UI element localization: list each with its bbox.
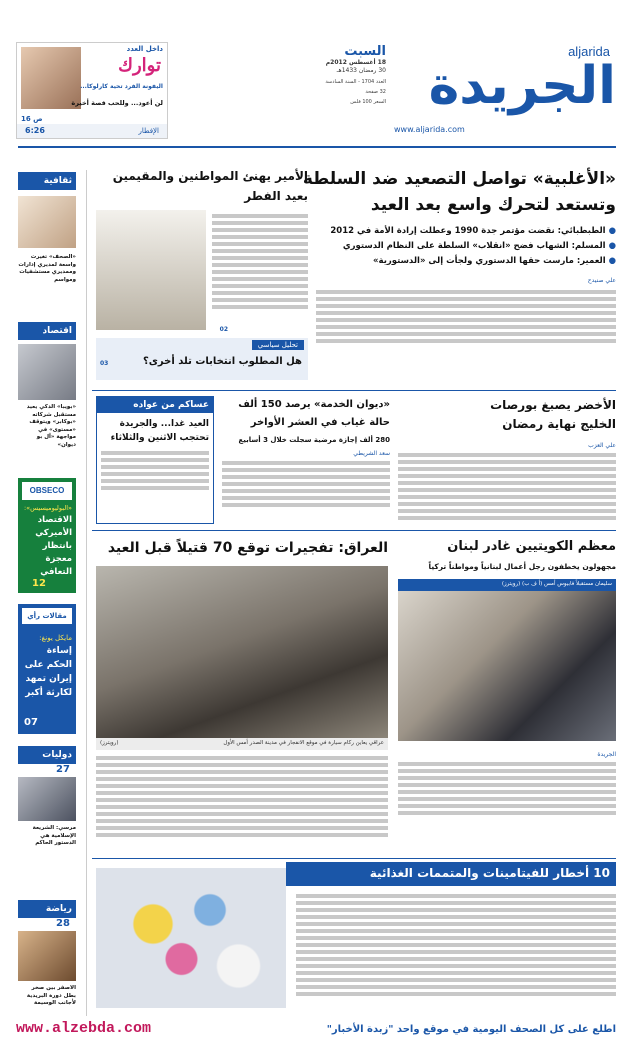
promo-page: ص 16 [21, 115, 43, 123]
kuwaitis-headline: معظم الكويتيين غادر لبنان [447, 539, 616, 554]
stocks-headline-1: الأخضر يصبغ بورصات [490, 398, 616, 412]
kuwaitis-photo [398, 591, 616, 741]
website[interactable]: www.aljarida.com [394, 125, 465, 134]
emir-headline-2: بعيد الفطر [244, 189, 308, 203]
footer-site[interactable]: www.alzebda.com [16, 1020, 152, 1037]
iraq-caption: عراقي يعاين ركام سيارة في موقع الانفجار في مدينة الصدر أمس الأول [223, 740, 384, 746]
emir-page-ref: 02 [219, 326, 228, 333]
lead-bullet-2: ● المسلم: الشهاب فضح «انقلاب» السلطة على النظام الدستوري [342, 241, 616, 251]
lead-bullet-3: ● العمير: مارست حقها الدستوري ولجأت إلى «الدستورية» [373, 256, 616, 266]
kuwaitis-photo-caption: سليمان مستقبلاً فابيوس أمس (أ ف ب) (رويترز) [501, 581, 612, 587]
eid-line-1: العيد غدا... والجريدة [119, 419, 209, 429]
sidebar-economy-head: اقتصاد [18, 322, 76, 340]
date-hijri: 30 رمضان 1433هـ [336, 67, 386, 74]
sidebar-divider [86, 170, 87, 1025]
vitamins-body-text [296, 894, 616, 999]
page-count: 32 صفحة [365, 89, 386, 95]
masthead [16, 42, 616, 142]
opec-title: «البوليوميسيس»: [23, 504, 72, 512]
sports-photo [18, 931, 76, 981]
international-text: مرسي: الشريعة الإسلامية هي الدستور الحاكم [32, 825, 76, 846]
logo[interactable] [394, 42, 616, 138]
kuwaitis-body-text [398, 762, 616, 815]
logo-ar: الجريدة [428, 56, 616, 116]
lead-headline-1: «الأغلبية» تواصل التصعيد ضد السلطة [302, 169, 616, 189]
sidebar-sports[interactable] [18, 900, 76, 1020]
sidebar-economy[interactable] [18, 322, 76, 452]
sports-text: الأصفر بين صخر بطل دورة البريدية لأجانب الوسيمة [26, 985, 76, 1006]
kuwaitis-byline: الجريدة [597, 751, 616, 758]
international-page: 27 [56, 764, 70, 775]
diwan-byline: سعد الشريطي [353, 450, 390, 457]
analysis-box[interactable] [96, 338, 308, 380]
lead-bullets [316, 224, 616, 269]
date-block [316, 44, 386, 136]
sports-page: 28 [56, 918, 70, 929]
culture-photo [18, 196, 76, 248]
iraq-body-text [96, 756, 388, 837]
lead-story[interactable] [302, 166, 616, 386]
kuwaitis-photo-caption-bar [398, 579, 616, 591]
iraq-headline: العراق: تفجيرات توقع 70 قتيلاً قبل العيد [107, 540, 388, 556]
row3-rule [92, 858, 616, 859]
emir-headline-1: الأمير يهنئ المواطنين والمقيمين [112, 169, 308, 183]
opinion-text: إساءة الحكم على إيران تمهد لكارثة أكبر [24, 646, 72, 698]
diwan-headline-2: حالة غياب في العشر الأواخر [250, 417, 390, 428]
iftar-bar [17, 124, 167, 138]
eid-line-2: تحتجب الاثنين والثلاثاء [110, 433, 209, 443]
emir-story[interactable] [96, 166, 308, 380]
vitamins-story[interactable] [96, 862, 616, 1012]
promo-line2: لن أعود... وللحب قصة أخيرة [71, 99, 163, 107]
opec-logo: OBSECO [22, 482, 72, 500]
logo-en: aljarida [568, 44, 610, 59]
promo-line1: اليفونة الفرد تحية كارلوكا... [80, 83, 163, 90]
diwan-subhead: 280 ألف إجازة مرضية سجلت خلال 3 أسابيع [238, 436, 390, 444]
iftar-label: الإفطار [138, 127, 159, 135]
footer-bar [0, 1016, 632, 1047]
diwan-story[interactable] [222, 396, 390, 524]
vitamins-headline: 10 أخطار للفيتامينات والمتممات الغذائية [369, 866, 610, 880]
analysis-title: هل المطلوب انتخابات تلد أخرى؟ [142, 356, 302, 367]
date-day: السبت [344, 44, 386, 59]
analysis-page-ref: 03 [100, 360, 109, 367]
emir-body-text [212, 214, 308, 312]
sidebar-international[interactable] [18, 746, 76, 866]
sidebar-sports-head: رياضة [18, 900, 76, 918]
kuwaitis-story[interactable] [398, 536, 616, 856]
lead-body-text [316, 290, 616, 343]
opec-page: 12 [32, 578, 46, 589]
opec-text: الاقتصاد الأميركي بانتظار معجزة التعافي [35, 515, 72, 577]
opinion-author: مايكل يونغ: [39, 634, 72, 642]
stocks-headline-2: الخليج نهاية رمضان [502, 417, 616, 431]
stocks-byline: علي العزب [588, 442, 616, 449]
diwan-headline-1: «ديوان الخدمة» يرصد 150 ألف [238, 399, 390, 410]
masthead-rule [18, 146, 616, 148]
iraq-photo [96, 566, 388, 738]
diwan-body-text [222, 461, 390, 507]
sidebar-international-head: دوليات [18, 746, 76, 764]
promo-box[interactable] [16, 42, 168, 139]
sidebar-culture-head: ثقافية [18, 172, 76, 190]
eid-box[interactable] [96, 396, 214, 524]
iftar-time: 6:26 [25, 126, 45, 135]
sidebar-culture[interactable] [18, 172, 76, 312]
economy-photo [18, 344, 76, 400]
date-gregorian: 18 أغسطس 2012م [325, 59, 386, 66]
iraq-credit: (رويترز) [100, 740, 119, 746]
international-photo [18, 777, 76, 821]
analysis-tag: تحليل سياسي [252, 340, 304, 350]
culture-text: «الصحف» تغيرت واسعة لمديري إدارات وممديري مستشفيات ومواسم [18, 254, 76, 283]
eid-greeting: عساكم من عواده [97, 397, 213, 413]
eid-body-text [97, 445, 213, 490]
vitamins-photo [96, 868, 286, 1008]
row2-rule [92, 530, 616, 531]
emir-photo [96, 210, 206, 330]
iraq-story[interactable] [96, 536, 388, 856]
kuwaitis-subhead: مجهولون يخطفون رجل أعمال لبنانياً ومواطناً تركياً [428, 562, 616, 571]
issue-number: العدد 1704 - السنة السادسة [325, 79, 386, 85]
lead-bullet-1: ● الطبطبائي: نقضت مؤتمر جدة 1990 وعطلت إرادة الأمة في 2012 [330, 226, 616, 236]
promo-label: داخل العدد [126, 45, 163, 53]
stocks-body-text [398, 453, 616, 520]
vitamins-headline-bar [286, 862, 616, 886]
lead-byline: علي صنيدح [587, 277, 616, 284]
lead-headline-2: وتستعد لتحرك واسع بعد العيد [370, 195, 616, 215]
price: السعر 100 فلس [350, 99, 386, 105]
sidebar-opinion[interactable] [18, 604, 76, 734]
opinion-label: مقالات رأي [22, 608, 72, 624]
footer-slogan: اطلع على كل الصحف اليومية في موقع واحد "زبدة الأخبار" [326, 1024, 616, 1035]
opinion-page: 07 [24, 717, 38, 728]
stocks-story[interactable] [398, 396, 616, 524]
iraq-caption-bar [96, 738, 388, 750]
economy-text: «بويبا» الذكي يعيد مستقبل شركاته «بوكابر» ويتوقف «مستوى» في مواجهة «آل بو ديوان» [26, 404, 76, 448]
row1-rule [92, 390, 616, 391]
sidebar-opec[interactable] [18, 478, 76, 593]
promo-brand: توارك [118, 55, 161, 76]
